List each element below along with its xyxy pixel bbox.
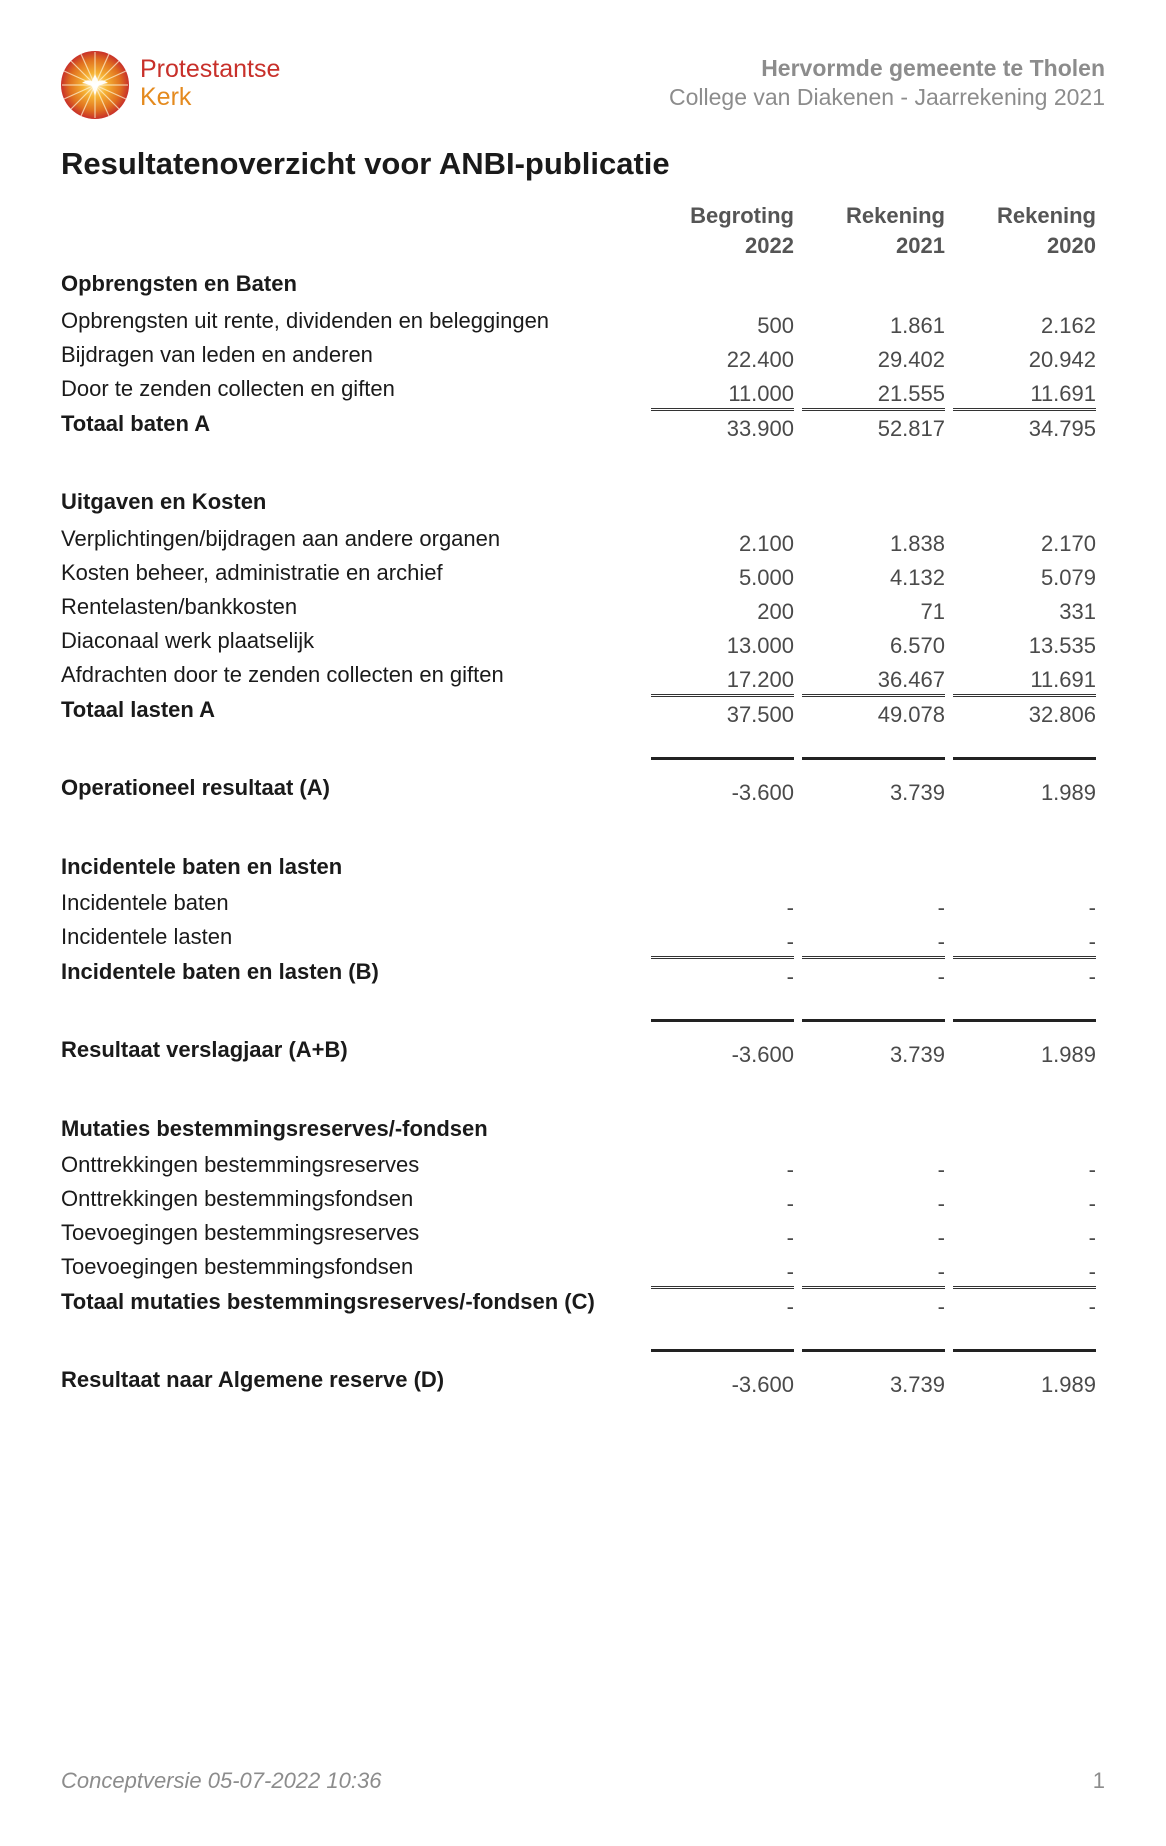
value-cell: - [953,963,1096,991]
row-label: Door te zenden collecten en giften [61,376,395,401]
page-number: 1 [1092,1768,1105,1793]
value-cell: 36.467 [802,666,945,695]
row-label: Bijdragen van leden en anderen [61,342,373,367]
row-label: Kosten beheer, administratie en archief [61,560,443,585]
table-row [61,923,1105,957]
column-header-line2: 2021 [896,233,945,258]
value-cell: - [937,1191,945,1216]
value-cell: 1.861 [889,313,945,338]
column-header-line1: Rekening [996,203,1096,228]
row-label: Totaal lasten A [61,697,216,722]
row-label: Onttrekkingen bestemmingsfondsen [61,1186,414,1211]
table-row [61,1219,1105,1253]
organization-name: Hervormde gemeente te Tholen [761,55,1105,81]
value-cell: - [953,928,1096,957]
value-cell: 2.170 [1040,531,1096,556]
value-cell: 6.570 [889,633,945,658]
value-cell: 2.100 [738,531,794,556]
table-row [61,661,1105,695]
table-row [61,774,1105,808]
value-cell: - [786,895,794,920]
value-cell: 1.989 [953,779,1096,807]
value-cell: 34.795 [953,415,1096,443]
row-label: Toevoegingen bestemmingsreserves [61,1220,420,1245]
row-label: Opbrengsten uit rente, dividenden en beleggingen [61,308,550,333]
value-cell: - [1088,1191,1096,1216]
value-cell: - [651,1293,794,1321]
value-cell: -3.600 [651,779,794,807]
church-logo [60,50,300,120]
value-cell: 3.739 [802,1371,945,1399]
draft-version-note: Conceptversie 05-07-2022 10:36 [61,1768,382,1793]
value-cell: 20.942 [1028,347,1096,372]
value-cell: 3.739 [802,1041,945,1069]
value-cell: - [786,1191,794,1216]
value-cell: 22.400 [726,347,794,372]
column-header-line1: Begroting [690,203,794,228]
sunburst-cross-icon [60,50,130,120]
value-cell: 11.000 [651,380,794,409]
value-cell: 331 [1059,599,1096,624]
value-cell: - [953,1293,1096,1321]
table-row [61,341,1105,375]
value-cell: - [937,895,945,920]
table-row [61,525,1105,559]
table-row [61,410,1105,444]
value-cell: - [802,928,945,957]
column-header-line2: 2022 [745,233,794,258]
value-cell: 500 [757,313,794,338]
value-cell: - [1088,895,1096,920]
table-row [61,375,1105,409]
row-label: Diaconaal werk plaatselijk [61,628,315,653]
value-cell: 33.900 [651,415,794,443]
organization-block [669,54,1105,112]
table-row [61,958,1105,992]
value-cell: - [1088,1157,1096,1182]
row-label: Resultaat naar Algemene reserve (D) [61,1367,445,1392]
section-heading [61,488,1105,522]
value-cell: 49.078 [802,701,945,729]
value-cell: 11.691 [953,380,1096,409]
value-cell: 29.402 [877,347,945,372]
value-cell: 5.000 [738,565,794,590]
table-row [61,1151,1105,1185]
value-cell: - [953,1258,1096,1287]
row-label: Opbrengsten en Baten [61,271,297,296]
value-cell: -3.600 [651,1371,794,1399]
value-cell: 2.162 [1040,313,1096,338]
row-label: Uitgaven en Kosten [61,489,267,514]
value-cell: - [937,1157,945,1182]
row-label: Rentelasten/bankkosten [61,594,298,619]
table-row [61,627,1105,661]
table-row [61,1185,1105,1219]
value-cell: 11.691 [953,666,1096,695]
value-cell: 13.000 [726,633,794,658]
value-cell: 17.200 [651,666,794,695]
row-label: Onttrekkingen bestemmingsreserves [61,1152,420,1177]
table-row [61,593,1105,627]
page-title: Resultatenoverzicht voor ANBI-publicatie [61,146,670,181]
page-header [0,0,1166,140]
table-row [61,889,1105,923]
row-label: Afdrachten door te zenden collecten en giften [61,662,504,687]
row-label: Operationeel resultaat (A) [61,775,330,800]
value-cell: 32.806 [953,701,1096,729]
value-cell: - [802,963,945,991]
value-cell: - [786,1157,794,1182]
row-label: Incidentele baten [61,890,229,915]
table-row [61,1366,1105,1400]
column-header-rekening-2020 [953,201,1096,261]
value-cell: - [802,1293,945,1321]
row-label: Incidentele lasten [61,924,233,949]
value-cell: 52.817 [802,415,945,443]
value-cell: - [651,928,794,957]
column-header-rekening-2021 [802,201,945,261]
table-row [61,696,1105,730]
table-row [61,1036,1105,1070]
value-cell: - [802,1258,945,1287]
value-cell: 3.739 [802,779,945,807]
table-row [61,1288,1105,1322]
value-cell: - [651,1258,794,1287]
value-cell: - [937,1225,945,1250]
report-subtitle: College van Diakenen - Jaarrekening 2021 [668,84,1105,110]
value-cell: - [1088,1225,1096,1250]
section-heading [61,1115,1105,1149]
value-cell: 200 [757,599,794,624]
row-label: Mutaties bestemmingsreserves/-fondsen [61,1116,488,1141]
value-cell: 13.535 [1028,633,1096,658]
column-header-begroting-2022 [651,201,794,261]
row-label: Totaal baten A [61,411,211,436]
row-label: Totaal mutaties bestemmingsreserves/-fondsen (C) [61,1289,595,1314]
table-row [61,559,1105,593]
value-cell: 21.555 [802,380,945,409]
value-cell: 5.079 [1040,565,1096,590]
section-heading [61,853,1105,887]
value-cell: 1.989 [953,1041,1096,1069]
row-label: Toevoegingen bestemmingsfondsen [61,1254,414,1279]
row-label: Resultaat verslagjaar (A+B) [61,1037,348,1062]
table-row [61,1253,1105,1287]
value-cell: 1.838 [889,531,945,556]
row-label: Incidentele baten en lasten [61,854,343,879]
column-header-line1: Rekening [845,203,945,228]
value-cell: 37.500 [651,701,794,729]
value-cell: - [786,1225,794,1250]
column-header-line2: 2020 [1047,233,1096,258]
table-row [61,307,1105,341]
value-cell: - [651,963,794,991]
value-cell: 1.989 [953,1371,1096,1399]
logo-subtitle: Kerk [140,83,192,111]
value-cell: 71 [920,599,945,624]
row-label: Verplichtingen/bijdragen aan andere organen [61,526,501,551]
value-cell: -3.600 [651,1041,794,1069]
value-cell: 4.132 [889,565,945,590]
logo-name: Protestantse [140,55,281,83]
row-label: Incidentele baten en lasten (B) [61,959,379,984]
section-heading [61,270,1105,304]
